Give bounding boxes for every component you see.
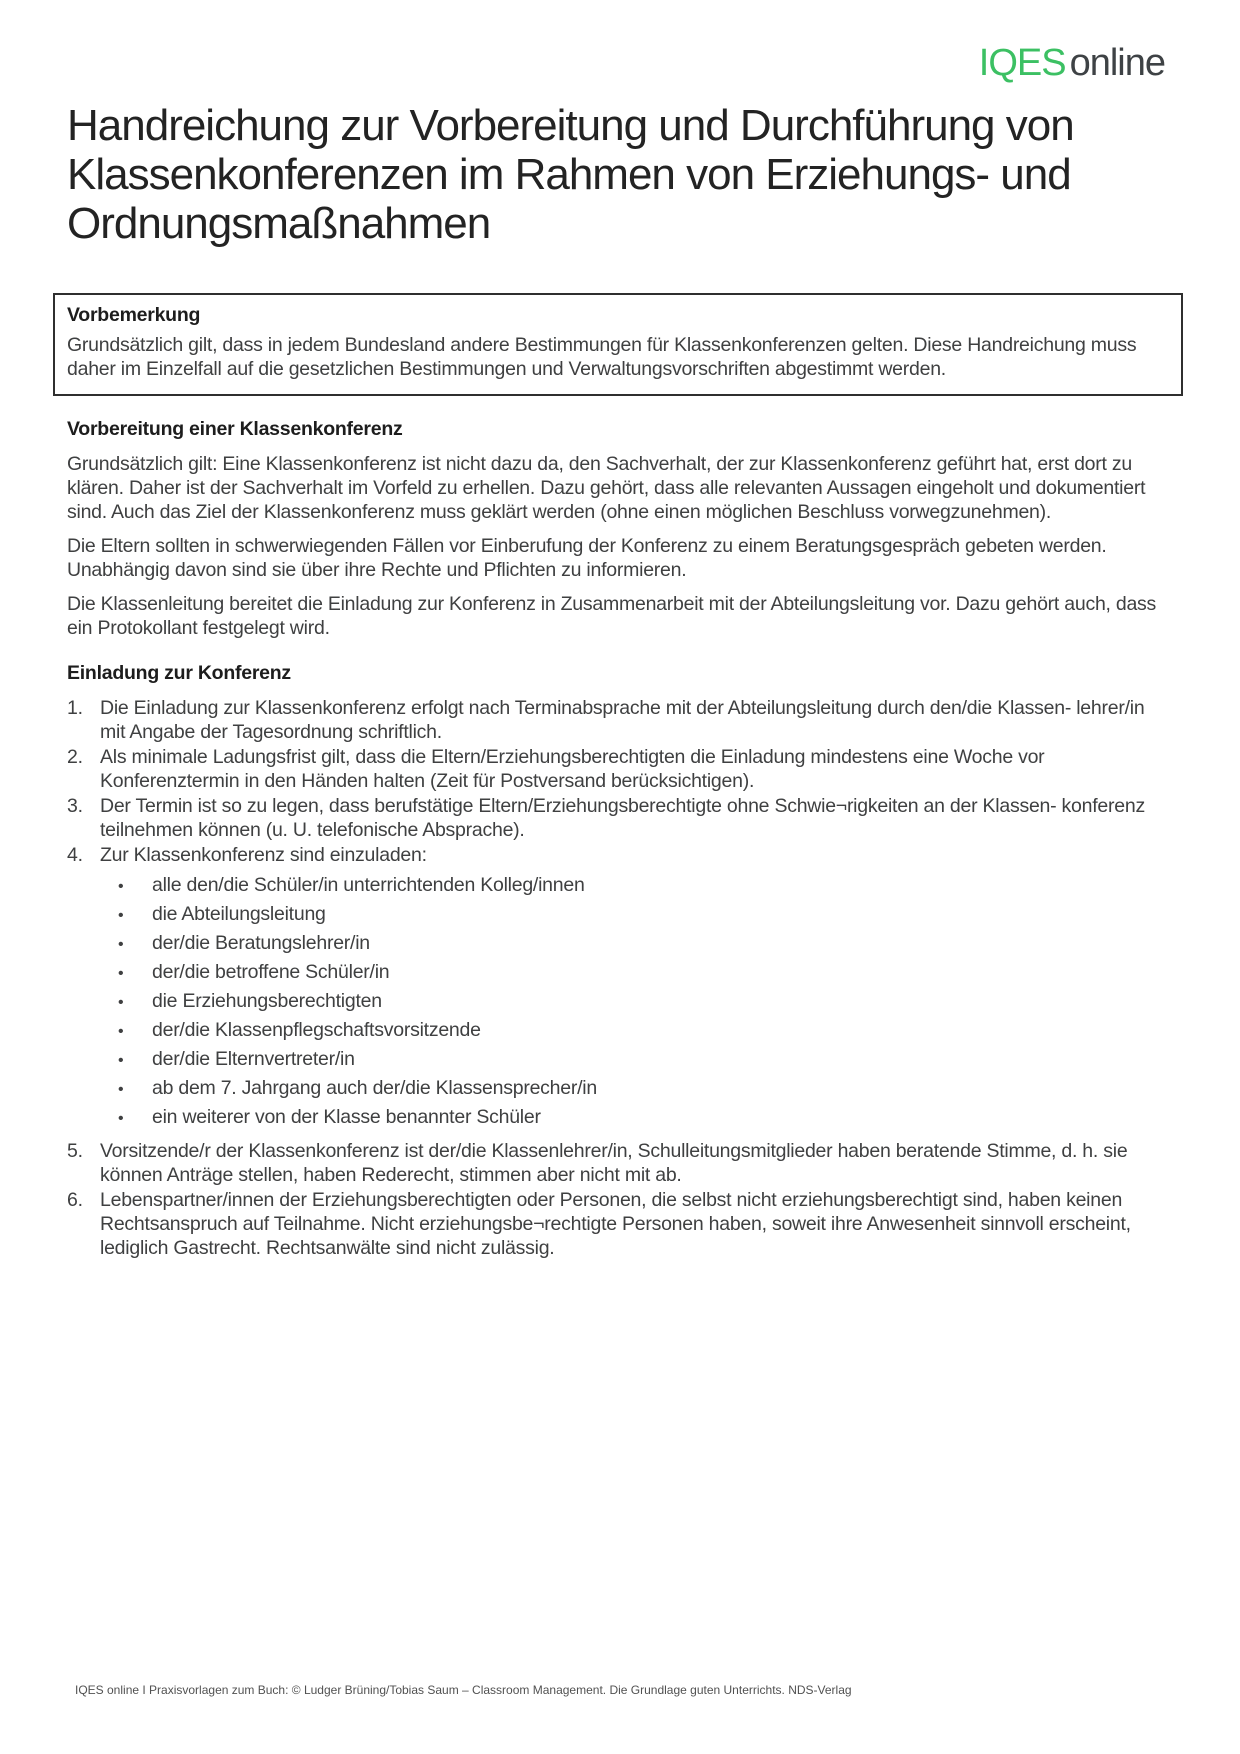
- bullet-item: [118, 902, 1167, 928]
- bullet-icon: [118, 1105, 152, 1131]
- bullet-label: die Abteilungsleitung: [152, 903, 326, 925]
- list-item-text: Zur Klassenkonferenz sind einzuladen:: [100, 844, 427, 866]
- preparation-section: [67, 418, 1167, 640]
- bullet-item: [118, 931, 1167, 957]
- list-item: [67, 1139, 1167, 1187]
- bullet-label: die Erziehungsberechtigten: [152, 990, 382, 1012]
- bullet-icon: [118, 902, 152, 928]
- bullet-list: [100, 873, 1167, 1131]
- bullet-label: der/die betroffene Schüler/in: [152, 961, 390, 983]
- list-item-text: Der Termin ist so zu legen, dass berufstätige Eltern/Erziehungsberechtigte ohne Schwie¬rigkeiten an der Klassen- konferenz teilnehmen können (u. U. telefonische Absprache).: [100, 795, 1145, 841]
- preparation-paragraph: Die Klassenleitung bereitet die Einladung zur Konferenz in Zusammenarbeit mit der Abteilungsleitung vor. Dazu gehört auch, dass ein Protokollant festgelegt wird.: [67, 593, 1157, 639]
- bullet-icon: [118, 989, 152, 1015]
- list-item: [67, 843, 1167, 1138]
- vorbemerkung-box: [53, 293, 1183, 396]
- list-item-number: 5.: [67, 1140, 83, 1162]
- list-item-text: Die Einladung zur Klassenkonferenz erfolgt nach Terminabsprache mit der Abteilungsleitung durch den/die Klassen- lehrer/in mit Angabe der Tagesordnung schriftlich.: [100, 697, 1145, 743]
- bullet-icon: [118, 1018, 152, 1044]
- bullet-label: der/die Klassenpflegschaftsvorsitzende: [152, 1019, 481, 1041]
- preparation-paragraph: Die Eltern sollten in schwerwiegenden Fällen vor Einberufung der Konferenz zu einem Beratungsgespräch gebeten werden. Unabhängig davon sind sie über ihre Rechte und Pflichten zu informieren.: [67, 535, 1107, 581]
- bullet-icon: [118, 931, 152, 957]
- document-content: [67, 0, 1167, 1261]
- page-title: Handreichung zur Vorbereitung und Durchführung von Klassenkonferenzen im Rahmen von Erziehungs- und Ordnungsmaßnahmen: [67, 101, 1074, 248]
- list-item-number: 4.: [67, 844, 83, 866]
- list-item-text: Als minimale Ladungsfrist gilt, dass die Eltern/Erziehungsberechtigten die Einladung mindestens eine Woche vor Konferenztermin in den Händen halten (Zeit für Postversand berücksichtigen).: [100, 746, 1045, 792]
- preparation-paragraph: Grundsätzlich gilt: Eine Klassenkonferenz ist nicht dazu da, den Sachverhalt, der zur Klassenkonferenz geführt hat, erst dort zu klären. Daher ist der Sachverhalt im Vorfeld zu erhellen. Dazu gehört, dass alle relevanten Aussagen eingeholt und dokumentiert sind. Auch das Ziel der Klassenkonferenz muss geklärt werden (ohne einen möglichen Beschluss vorwegzunehmen).: [67, 453, 1146, 523]
- preparation-heading: Vorbereitung einer Klassenkonferenz: [67, 418, 403, 440]
- bullet-item: [118, 1076, 1167, 1102]
- list-item: [67, 745, 1167, 793]
- logo-suffix-text: online: [1069, 42, 1165, 84]
- list-item-number: 1.: [67, 697, 83, 719]
- bullet-icon: [118, 873, 152, 899]
- list-item-text: Vorsitzende/r der Klassenkonferenz ist der/die Klassenlehrer/in, Schulleitungsmitglieder haben beratende Stimme, d. h. sie können Anträge stellen, haben Rederecht, stimmen aber nicht mit ab.: [100, 1140, 1128, 1186]
- bullet-label: ein weiterer von der Klasse benannter Schüler: [152, 1106, 541, 1128]
- bullet-icon: [118, 1076, 152, 1102]
- invitation-section: [67, 662, 1167, 1260]
- bullet-item: [118, 1018, 1167, 1044]
- list-item: [67, 794, 1167, 842]
- list-item: [67, 696, 1167, 744]
- bullet-item: [118, 1047, 1167, 1073]
- list-item-number: 3.: [67, 795, 83, 817]
- vorbemerkung-text: Grundsätzlich gilt, dass in jedem Bundesland andere Bestimmungen für Klassenkonferenzen gelten. Diese Handreichung muss daher im Einzelfall auf die gesetzlichen Bestimmungen und Verwaltungsvorschriften abgestimmt werden.: [67, 334, 1137, 380]
- bullet-item: [118, 960, 1167, 986]
- bullet-label: ab dem 7. Jahrgang auch der/die Klassensprecher/in: [152, 1077, 597, 1099]
- logo-brand-text: IQES: [978, 42, 1066, 84]
- bullet-icon: [118, 1047, 152, 1073]
- bullet-label: der/die Elternvertreter/in: [152, 1048, 355, 1070]
- list-item-number: 6.: [67, 1189, 83, 1211]
- bullet-item: [118, 1105, 1167, 1131]
- numbered-list: [67, 696, 1167, 1260]
- bullet-icon: [118, 960, 152, 986]
- bullet-label: der/die Beratungslehrer/in: [152, 932, 370, 954]
- list-item: [67, 1188, 1167, 1260]
- bullet-item: [118, 989, 1167, 1015]
- list-item-number: 2.: [67, 746, 83, 768]
- list-item-text: Lebenspartner/innen der Erziehungsberechtigten oder Personen, die selbst nicht erziehungsberechtigt sind, haben keinen Rechtsanspruch auf Teilnahme. Nicht erziehungsbe¬rechtigte Personen haben, soweit ihre Anwesenheit sinnvoll erscheint, lediglich Gastrecht. Rechtsanwälte sind nicht zulässig.: [100, 1189, 1131, 1259]
- page-footer: IQES online I Praxisvorlagen zum Buch: © Ludger Brüning/Tobias Saum – Classroom Management. Die Grundlage guten Unterrichts. NDS-Verlag: [75, 1683, 852, 1697]
- bullet-item: [118, 873, 1167, 899]
- bullet-label: alle den/die Schüler/in unterrichtenden Kolleg/innen: [152, 874, 585, 896]
- vorbemerkung-heading: Vorbemerkung: [67, 304, 201, 326]
- invitation-heading: Einladung zur Konferenz: [67, 662, 291, 684]
